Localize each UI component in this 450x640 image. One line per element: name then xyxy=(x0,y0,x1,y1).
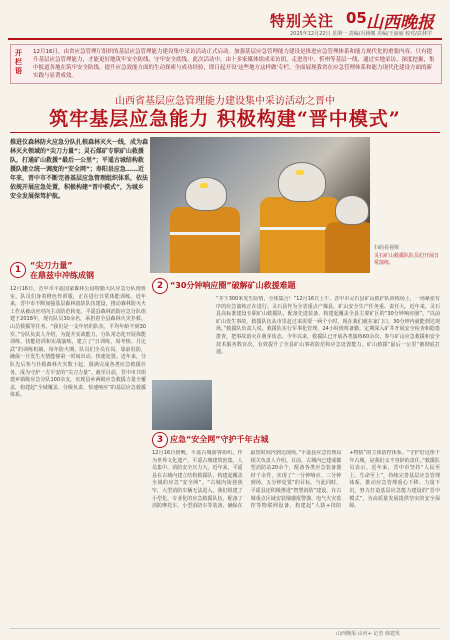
byline: 山西晚报·山河+ 记者 韩建英 xyxy=(336,631,400,637)
paper-logo: 山西晚报 xyxy=(366,13,434,33)
section-2-number: 2 xyxy=(152,278,168,294)
page-number: 05 xyxy=(346,9,367,27)
footer-rule xyxy=(10,628,440,629)
section-3-text: 12月16日傍晚，平遥古城游客如织。作为世界文化遗产，平遥古城建筑密集、人员集中、消防安全压力大。近年来，平遥县在古城内建立结构救援队，构建起覆盖全域的应急“安全网”。“古城内街巷狭窄，大型消防车辆无法进入，我们组建了小型化、专业化的应急救援队伍，配备了消防摩托车、小型消防车等装备，确保在最短时间内到达现场。”平遥县应急管理局相关负责人介绍。目前，古城内已建成微型消防站20余个，配备各类应急装备器材千余件，实现了“一分钟响应、三分钟到场、五分钟处置”的目标。与此同时，平遥县还积极推进“智慧消防”建设，在古城重点区域安装烟感报警器、电气火灾监控等物联网设备，构建起“人防+技防+物防”的立体防控体系。“守护好这座千年古城，是我们义不容辞的责任。”救援队员表示。近年来，晋中市坚持“人民至上、生命至上”，持续完善基层应急管理体系，推动应急管理重心下移、力量下沉，努力打造基层应急能力建设的“晋中模式”，为高质量发展提供坚实的安全保障。 xyxy=(152,450,440,510)
header-rule xyxy=(8,38,442,40)
section-2-photo xyxy=(152,380,212,430)
photo-caption: 灵石矿山救援队队员们开展日常演练。 xyxy=(374,253,440,266)
section-1-head-line2: 在鼎兹中冲练成钢 xyxy=(30,271,94,280)
masthead xyxy=(0,0,450,40)
editor-note-box xyxy=(10,44,442,84)
rescue-team-photo xyxy=(150,137,370,273)
section-title: 特别关注 xyxy=(270,12,335,30)
headline-subtitle: 山西省基层应急管理能力建设集中采访活动之晋中 xyxy=(115,96,335,107)
editor-note-text: 12月16日，由省应急管理厅组织的基层应急管理能力建设集中采访活动正式启动。加强基层应急管理能力建设是推进应急管理体系和能力现代化的重要内容，只有提升基层应急管理能力，才能更好地筑牢安全防线、守牢安全底线。此次活动中，由十多家媒体组成采访团，走进晋中、忻州等基层一线，通过实地采访、深度挖掘，集中报道各地在筑牢安全防线，提升应急效能方面的生动探索与成功经验，即日起开设'这些地方这样做'专栏，全面展现我省在应急管理体系和能力现代化建设方面的新实践与显著成效。 xyxy=(33,49,435,79)
title-rule xyxy=(10,132,440,133)
lead-paragraph: 推进仪森林防火应急分队扎根森林灭火一线，成为森林灭火领域的“尖刀力量”；灵石煤矿专职矿山救援队，打通矿山救援“最后一公里”；平遥古城结构救援队建立统一调度的“安全网”；寿阳县应急……近年来，晋中市不断完善基层应急管理组织体系，依法依规开展应急处置，积极构建“晋中模式”，为城乡安全发展保驾护航。 xyxy=(10,139,149,200)
section-3-head: 应急“安全网”守护千年古城 xyxy=(170,435,269,444)
section-1-text: 12月16日，晋中市平遥国家森林公园特勤大队应急分队值班室，队员们身着橙色作训服，正在进行日常体能训练。近年来，晋中市不断加强基层森林消防队伍建设，推动森林防灭火工作从被动应对向主动防范转变。平遥县森林消防应急分队组建于2018年，现有队员30余名，承担着全县森林火灾扑救、山岳救援等任务。“我们是一支年轻的队伍，平均年龄不到30岁。”分队负责人介绍，为提升实战能力，分队常态化开展体能训练、技能培训和实战演练，建立了“日训练、周考核、月比武”的训练机制。每年防火期，队员们全员在岗、靠前驻防，确保一旦发生火情能够第一时间出动、快速处置。近年来，分队先后参与扑救森林火灾数十起，圆满完成各类应急救援任务，成为守护一方平安的“尖刀力量”。截至目前，晋中市共组建乡镇级应急分队100余支，实现县乡两级应急救援力量全覆盖，构建起“全域覆盖、分级负责、快速响应”的基层应急救援体系。 xyxy=(10,286,146,399)
section-2-head: “30分钟响应圈”破解矿山救援难题 xyxy=(170,281,296,290)
section-1-head-line1: “尖刀力量” xyxy=(30,261,73,270)
section-3-number: 3 xyxy=(152,432,168,448)
qr-code-label: 扫码看视频 xyxy=(374,245,400,251)
section-1-number: 1 xyxy=(10,262,26,278)
publication-line: 2025年12月22日 星期一 责编/冯杨娜 美编/王丽丽 校对/武林学 xyxy=(290,31,432,37)
section-2-text: “井下300米发生险情，全体集合！”12月16日上午，晋中市灵石县矿山救护队训练场上，一场紧张有序的应急演练正在进行。灵石县作为全省重点产煤县，矿山安全生产任务重、责任大。近年来，灵石县高标准建设专职矿山救援队，配备先进装备，构建起覆盖全县主要矿区的“30分钟响应圈”。“以前矿山发生事故，救援队伍从市里赶过来需要一两个小时，现在我们就在家门口，30分钟内就能到达现场。”救援队负责人说。救援队实行军事化管理，24小时值班备勤，定期深入矿井开展安全检查和隐患排查，把事故消灭在萌芽状态。今年以来，救援队已开展各类演练60余次，参与矿山应急救援和安全技术服务数百次，有效提升了全县矿山事故防范和应急处置能力。矿山救援“最后一公里”被彻底打通。 xyxy=(216,296,440,356)
editor-note-label: 开栏语 xyxy=(15,49,22,75)
headline-title: 筑牢基层应急能力 积极构建“晋中模式” xyxy=(49,108,401,130)
